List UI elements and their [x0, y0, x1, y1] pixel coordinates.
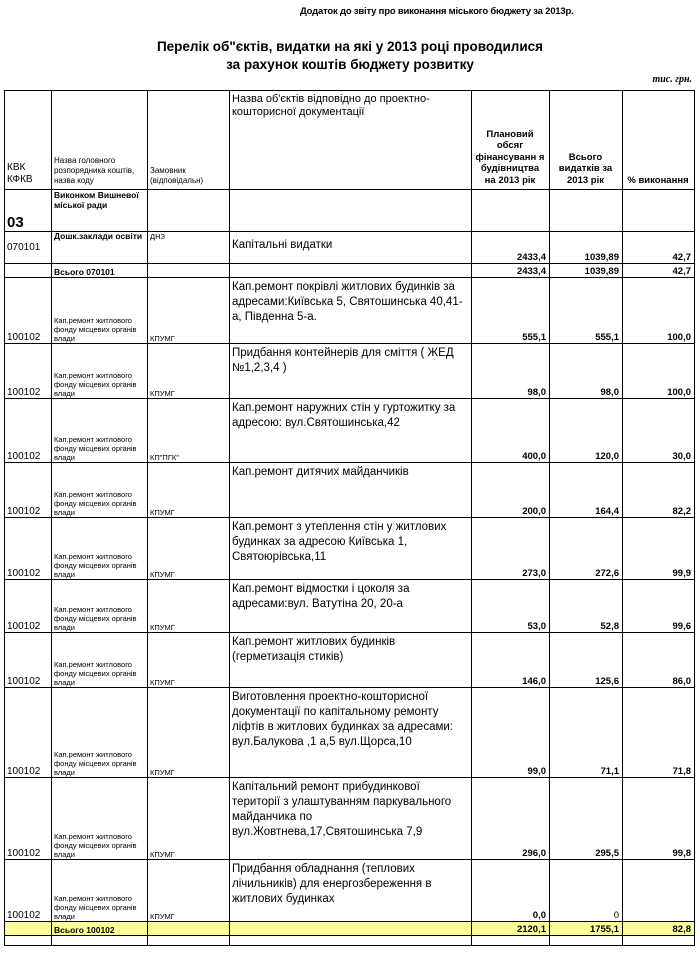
executive-row [5, 190, 695, 232]
table-header-row [5, 91, 695, 190]
table-row [5, 860, 695, 922]
row-customer: ДНЗ [148, 232, 230, 264]
table-row [5, 278, 695, 344]
row-code: 100102 [5, 278, 52, 344]
row-percent [623, 860, 695, 922]
row-plan: 98,0 [472, 344, 550, 399]
row-percent: 86,0 [623, 633, 695, 688]
row-percent: 71,8 [623, 688, 695, 778]
row-object: Кап.ремонт з утеплення стін у житлових будинках за адресою Київська 1, Святоюрівська,11 [230, 518, 472, 580]
row-name: Кап.ремонт житлового фонду місцевих органів влади [52, 778, 148, 860]
row-total: 295,5 [550, 778, 623, 860]
row-plan: 273,0 [472, 518, 550, 580]
row-total: 98,0 [550, 344, 623, 399]
appendix-note: Додаток до звіту про виконання міського бюджету за 2013р. [300, 6, 574, 17]
row-name: Кап.ремонт житлового фонду місцевих органів влади [52, 463, 148, 518]
row-name: Кап.ремонт житлового фонду місцевих органів влади [52, 688, 148, 778]
row-code: 100102 [5, 778, 52, 860]
row-plan: 400,0 [472, 399, 550, 463]
row-total: 555,1 [550, 278, 623, 344]
title-line-2: за рахунок коштів бюджету розвитку [226, 57, 474, 72]
header-customer: Замовник (відповідальн) [148, 91, 230, 190]
row-code: 100102 [5, 463, 52, 518]
row-customer: КПУМГ [148, 860, 230, 922]
total-total: 1755,1 [550, 922, 623, 936]
row-percent: 82,2 [623, 463, 695, 518]
header-object: Назва об'єктів відповідно до проектно-кошторисної документації [230, 91, 472, 190]
row-percent: 99,8 [623, 778, 695, 860]
row-percent: 99,9 [623, 518, 695, 580]
row-plan: 53,0 [472, 580, 550, 633]
table-row [5, 688, 695, 778]
row-code: 100102 [5, 344, 52, 399]
subtotal-070101-row [5, 264, 695, 278]
row-total: 1039,89 [550, 232, 623, 264]
row-plan: 555,1 [472, 278, 550, 344]
row-plan: 146,0 [472, 633, 550, 688]
row-object: Кап.ремонт наружних стін у гуртожитку за адресою: вул.Святошинська,42 [230, 399, 472, 463]
executive-name: Виконком Вишневої міської ради [52, 190, 148, 232]
header-name: Назва головного розпорядника коштів, назва коду [52, 91, 148, 190]
row-code: 100102 [5, 860, 52, 922]
table-row [5, 633, 695, 688]
header-total: Всього видатків за 2013 рік [550, 91, 623, 190]
subtotal-percent: 42,7 [623, 264, 695, 278]
row-customer: КПУМГ [148, 344, 230, 399]
row-total: 164,4 [550, 463, 623, 518]
row-percent: 100,0 [623, 344, 695, 399]
row-name: Дошк.заклади освіти [52, 232, 148, 264]
row-percent: 42,7 [623, 232, 695, 264]
row-code: 100102 [5, 399, 52, 463]
row-total: 52,8 [550, 580, 623, 633]
header-percent: % виконання [623, 91, 695, 190]
table-row [5, 580, 695, 633]
row-code: 100102 [5, 633, 52, 688]
row-customer: КП"ПГК" [148, 399, 230, 463]
row-percent: 100,0 [623, 278, 695, 344]
executive-code: 03 [5, 190, 52, 232]
units-label: тис. грн. [652, 74, 692, 85]
header-plan: Плановий обсяг фінансуванн я будівництва на 2013 рік [472, 91, 550, 190]
row-object: Придбання контейнерів для сміття ( ЖЕД №1,2,3,4 ) [230, 344, 472, 399]
row-name: Кап.ремонт житлового фонду місцевих органів влади [52, 860, 148, 922]
row-name: Кап.ремонт житлового фонду місцевих органів влади [52, 633, 148, 688]
row-customer: КПУМГ [148, 778, 230, 860]
row-plan: 2433,4 [472, 232, 550, 264]
row-object: Капітальні видатки [230, 232, 472, 264]
section-070101-row [5, 232, 695, 264]
row-name: Кап.ремонт житлового фонду місцевих органів влади [52, 278, 148, 344]
row-code: 100102 [5, 518, 52, 580]
subtotal-total: 1039,89 [550, 264, 623, 278]
budget-table [4, 90, 695, 946]
row-total: 0 [550, 860, 623, 922]
table-row [5, 344, 695, 399]
row-object: Кап.ремонт житлових будинків (герметизація стиків) [230, 633, 472, 688]
header-kvk: КВК КФКВ [5, 91, 52, 190]
total-plan: 2120,1 [472, 922, 550, 936]
table-row [5, 463, 695, 518]
row-customer: КПУМГ [148, 580, 230, 633]
row-code: 100102 [5, 580, 52, 633]
row-customer: КПУМГ [148, 688, 230, 778]
row-object: Кап.ремонт відмостки і цоколя за адресами:вул. Ватутіна 20, 20-а [230, 580, 472, 633]
total-percent: 82,8 [623, 922, 695, 936]
row-plan: 0,0 [472, 860, 550, 922]
total-100102-row [5, 922, 695, 936]
row-name: Кап.ремонт житлового фонду місцевих органів влади [52, 580, 148, 633]
row-total: 120,0 [550, 399, 623, 463]
row-code: 100102 [5, 688, 52, 778]
row-total: 125,6 [550, 633, 623, 688]
row-customer: КПУМГ [148, 633, 230, 688]
row-object: Виготовлення проектно-кошторисної документації по капітальному ремонту ліфтів в житлових будинках за адресами: вул.Балукова ,1 а,5 вул.Щорса,10 [230, 688, 472, 778]
title-line-1: Перелік об"єктів, видатки на які у 2013 році проводилися [156, 39, 544, 54]
empty-row [5, 936, 695, 946]
row-name: Кап.ремонт житлового фонду місцевих органів влади [52, 399, 148, 463]
row-customer: КПУМГ [148, 518, 230, 580]
subtotal-label: Всього 070101 [52, 264, 148, 278]
row-code: 070101 [5, 232, 52, 264]
row-object: Кап.ремонт дитячих майданчиків [230, 463, 472, 518]
page-title [60, 38, 640, 74]
row-total: 71,1 [550, 688, 623, 778]
table-row [5, 399, 695, 463]
subtotal-plan: 2433,4 [472, 264, 550, 278]
table-row [5, 778, 695, 860]
row-total: 272,6 [550, 518, 623, 580]
row-name: Кап.ремонт житлового фонду місцевих органів влади [52, 344, 148, 399]
row-plan: 99,0 [472, 688, 550, 778]
row-object: Капітальний ремонт прибудинкової території з улаштуванням паркувального майданчика по вул.Жовтнева,17,Святошинська 7,9 [230, 778, 472, 860]
table-row [5, 518, 695, 580]
row-plan: 296,0 [472, 778, 550, 860]
row-object: Придбання обладнання (теплових лічильників) для енергозбереження в житлових будинках [230, 860, 472, 922]
row-object: Кап.ремонт покрівлі житлових будинків за адресами:Київська 5, Святошинська 40,41-а, Південна 5-а. [230, 278, 472, 344]
row-percent: 30,0 [623, 399, 695, 463]
row-plan: 200,0 [472, 463, 550, 518]
row-customer: КПУМГ [148, 463, 230, 518]
total-label: Всього 100102 [52, 922, 148, 936]
row-name: Кап.ремонт житлового фонду місцевих органів влади [52, 518, 148, 580]
row-percent: 99,6 [623, 580, 695, 633]
row-customer: КПУМГ [148, 278, 230, 344]
